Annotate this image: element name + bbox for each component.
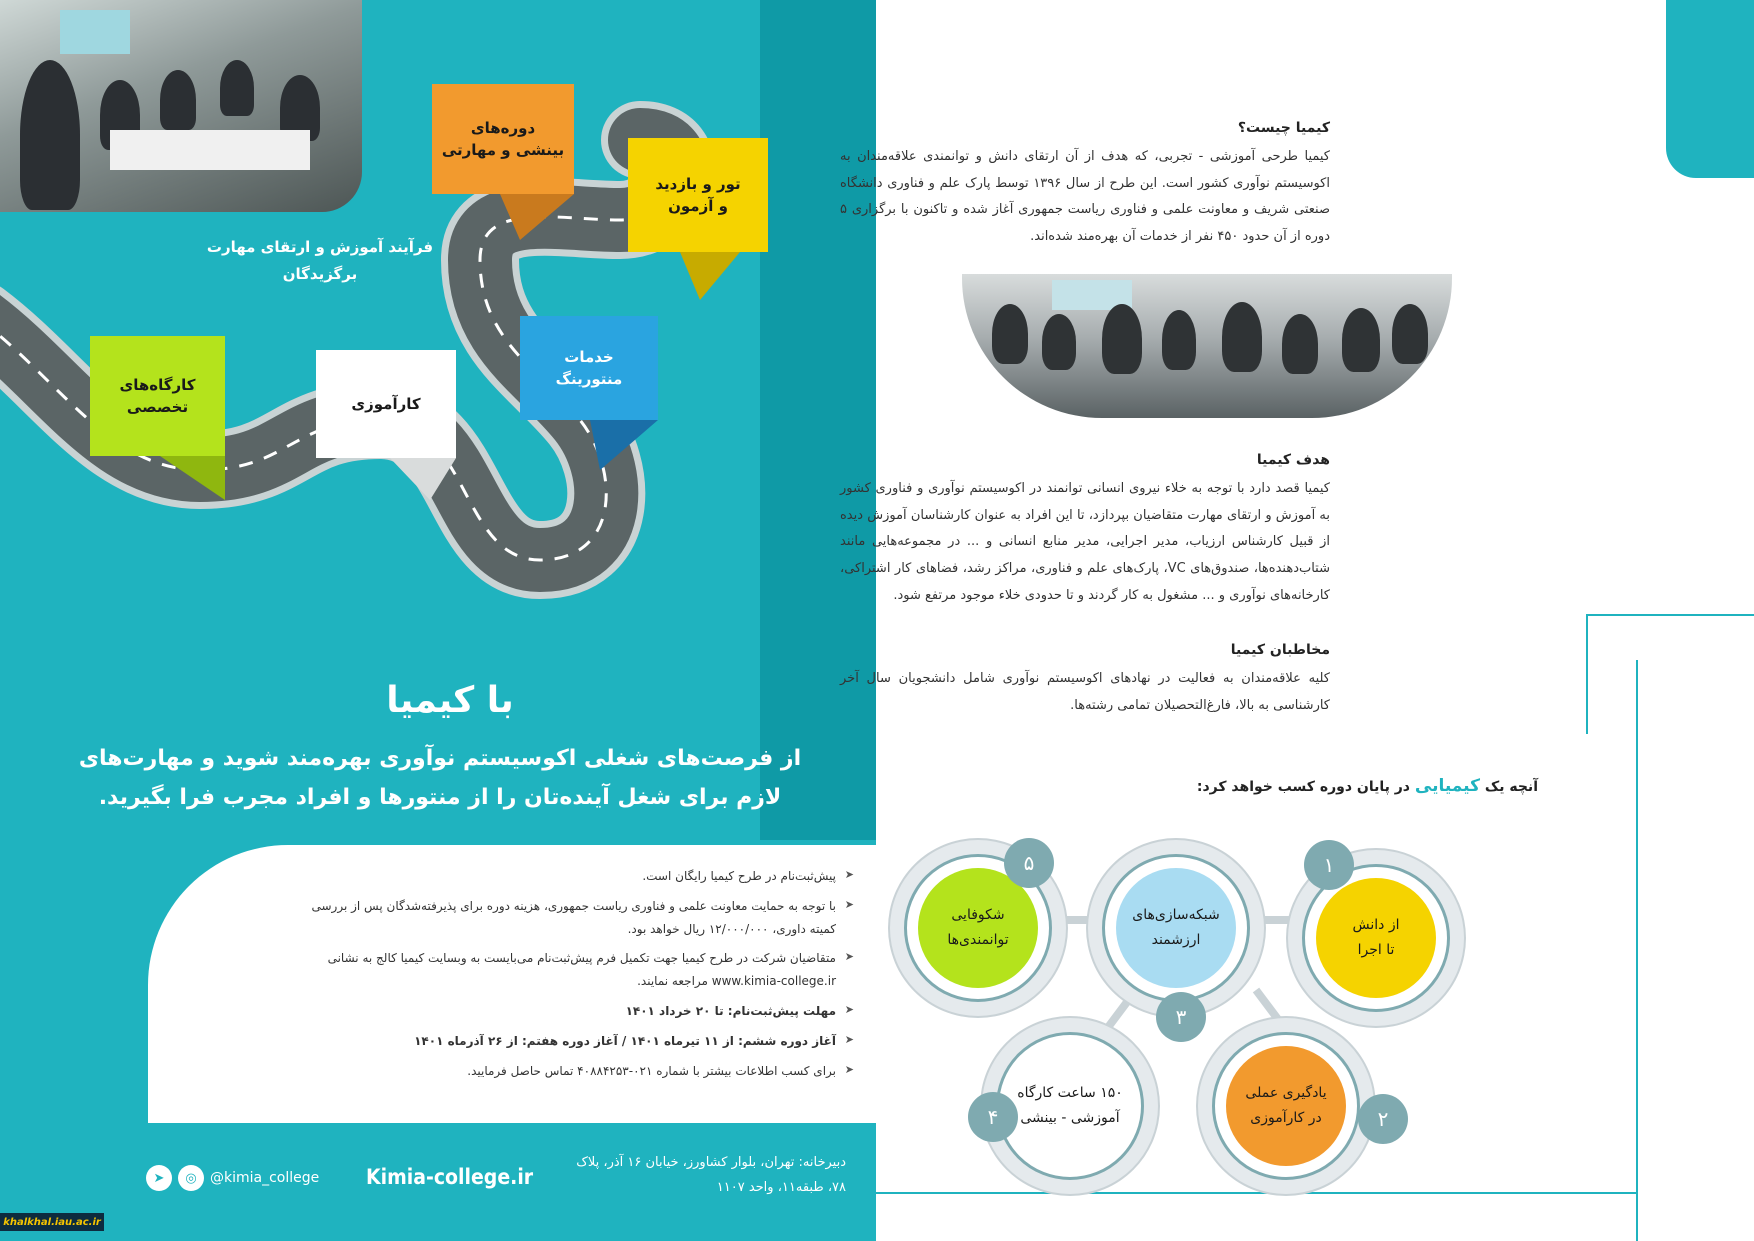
secretariat-address: دبیرخانه: تهران، بلوار کشاورز، خیابان ۱۶ آذر، پلاک ۷۸، طبقه۱۱، واحد ۱۱۰۷ (576, 1155, 846, 1195)
photo-person (1042, 314, 1076, 370)
headline-with-kimiya: با کیمیا (386, 680, 514, 721)
photo-person (1162, 310, 1196, 370)
footer (0, 1123, 876, 1241)
photo-person (1392, 304, 1428, 364)
outcome-circle-3 (1088, 840, 1264, 1016)
photo-person (1222, 302, 1262, 372)
instagram-icon[interactable]: ◎ (178, 1165, 204, 1191)
info-item-contact: ➤ برای کسب اطلاعات بیشتر با شماره ۰۲۱-۴۰۸۸۴۲۵۳ تماس حاصل فرمایید. (294, 1060, 854, 1083)
outcome-number: ۳ (1156, 992, 1206, 1042)
photo-person (1102, 304, 1142, 374)
outcome-circle-2 (1198, 1018, 1374, 1194)
outcome-label: شبکه‌سازی‌های ارزشمند (1116, 868, 1236, 988)
watermark: khalkhal.iau.ac.ir (0, 1213, 104, 1231)
outcomes-heading (1197, 776, 1538, 796)
sign-mentoring: خدمات منتورینگ (520, 316, 658, 420)
sign-flag-tour (680, 252, 740, 300)
headline-description: از فرصت‌های شغلی اکوسیستم نوآوری بهره‌مند شوید و مهارت‌های لازم برای شغل آینده‌تان را از منتورها و افراد مجرب فرا بگیرید. (78, 746, 802, 810)
classroom-photo (962, 274, 1452, 418)
outcome-number: ۲ (1358, 1094, 1408, 1144)
outcome-number: ۴ (968, 1092, 1018, 1142)
photo-person (1342, 308, 1380, 372)
top-right-accent (1666, 0, 1754, 178)
what-is-body: کیمیا طرحی آموزشی - تجربی، که هدف از آن ارتقای دانش و توانمندی علاقه‌مندان به اکوسیستم نوآوری کشور است. این طرح از سال ۱۳۹۶ توسط پارک علم و فناوری دانشگاه صنعتی شریف و معاونت علمی و فناوری ریاست جمهوری آغاز شده و تاکنون با برگزاری ۵ دوره از آن حدود ۴۵۰ نفر از خدمات آن بهره‌مند شده‌اند. (840, 149, 1330, 244)
sign-workshops: کارگاه‌های تخصصی (90, 336, 225, 456)
goal-title: هدف کیمیا (1256, 452, 1330, 468)
outcomes-heading-suffix: در پایان دوره کسب خواهد کرد: (1196, 779, 1410, 795)
outcome-number: ۵ (1004, 838, 1054, 888)
info-item: ➤ پیش‌ثبت‌نام در طرح کیمیا رایگان است. (294, 865, 854, 888)
audience-title: مخاطبان کیمیا (1230, 642, 1330, 658)
info-item-deadline: ➤ مهلت پیش‌ثبت‌نام: تا ۲۰ خرداد ۱۴۰۱ (294, 1000, 854, 1023)
brochure-left-page (0, 0, 876, 1241)
outcome-label: از دانش تا اجرا (1316, 878, 1436, 998)
info-item: ➤ متقاضیان شرکت در طرح کیمیا جهت تکمیل فرم پیش‌ثبت‌نام می‌بایست به وبسایت کیمیا کالج به نشانی www.kimia-college.ir مراجعه نمایند. (294, 947, 854, 993)
outcome-label: ۱۵۰ ساعت کارگاه آموزشی - بینشی (1010, 1046, 1130, 1166)
sign-internship: کارآموزی (316, 350, 456, 458)
social-handle[interactable]: @kimia_college (210, 1170, 320, 1186)
website-link[interactable]: Kimia-college.ir (366, 1165, 534, 1189)
what-is-title: کیمیا چیست؟ (1237, 120, 1330, 136)
outcome-label: یادگیری عملی در کارآموزی (1226, 1046, 1346, 1166)
deco-line (1586, 614, 1754, 616)
info-item: ➤ با توجه به حمایت معاونت علمی و فناوری ریاست جمهوری، هزینه دوره برای پذیرفته‌شدگان پس از بررسی کمیته داوری، ۱۲/۰۰۰/۰۰۰ ریال خواهد بود. (294, 895, 854, 941)
photo-person (1282, 314, 1318, 374)
goal-body: کیمیا قصد دارد با توجه به خلاء نیروی انسانی توانمند در اکوسیستم نوآوری و فناوری کشور به آموزش و ارتقای مهارت متقاضیان بپردازد، تا این افراد به عنوان کارشناسان آموزش دیده از قبیل کارشناس ارزیاب، مدیر اجرایی، مدیر منابع انسانی و ... در مجموعه‌هایی مانند شتاب‌دهنده‌ها، صندوق‌های VC، پارک‌های علم و فناوری، مراکز رشد، فضاهای کار اشتراکی، کارخانه‌های نوآوری و ... مشغول به کار گردند و تا حدودی خلاء موجود مرتفع شود. (840, 481, 1330, 603)
telegram-icon[interactable]: ➤ (146, 1165, 172, 1191)
deco-line (1586, 614, 1588, 734)
deco-line (1706, 0, 1708, 130)
audience-body: کلیه علاقه‌مندان به فعالیت در نهادهای اکوسیستم نوآوری شامل دانشجویان سال آخر کارشناسی به بالا، فارغ‌التحصیلان تمامی رشته‌ها. (840, 671, 1330, 713)
info-list (294, 865, 854, 1089)
outcomes-heading-accent: کیمیایی (1414, 776, 1481, 796)
photo-person (992, 304, 1028, 364)
process-title: فرآیند آموزش و ارتقای مهارت برگزیدگان (206, 238, 434, 283)
outcome-label: شکوفایی توانمندی‌ها (918, 868, 1038, 988)
info-box (148, 845, 876, 1123)
info-item-start-dates: ➤ آغاز دوره ششم: از ۱۱ تیرماه ۱۴۰۱ / آغاز دوره هفتم: از ۲۶ آذرماه ۱۴۰۱ (294, 1030, 854, 1053)
sign-courses: دوره‌های بینشی و مهارتی (432, 84, 574, 194)
brochure-right-page (840, 0, 1754, 1241)
outcomes-heading-prefix: آنچه یک (1484, 779, 1538, 795)
deco-line (1636, 660, 1638, 1241)
sign-tour: تور و بازدید و آزمون (628, 138, 768, 252)
outcome-number: ۱ (1304, 840, 1354, 890)
